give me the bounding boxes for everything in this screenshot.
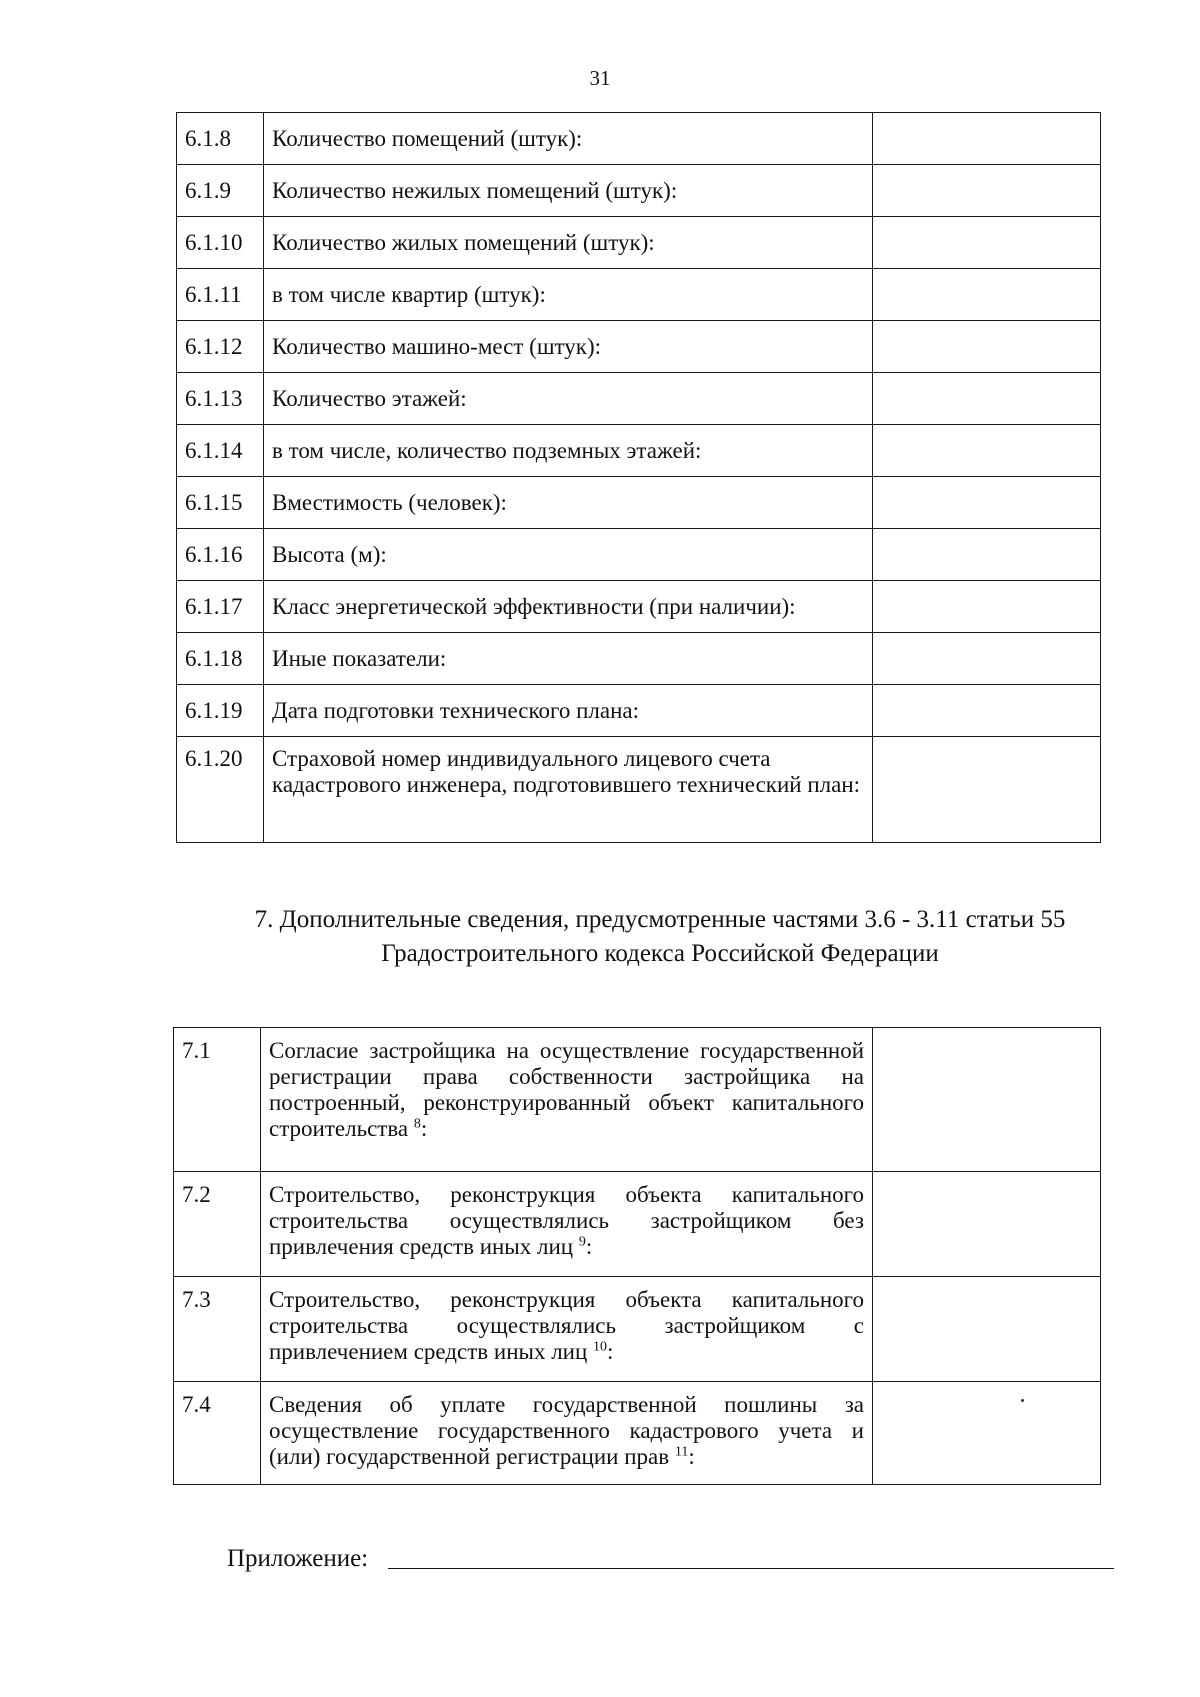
row-label: Количество помещений (штук): [264,113,873,165]
table-row [177,685,1101,737]
row-number: 6.1.11 [177,269,264,321]
row-label: в том числе, количество подземных этажей: [264,425,873,477]
row-label-text: Строительство, реконструкция объекта капитального строительства осуществлялись застройщиком без привлечения средств иных лиц [269,1182,864,1259]
row-label-text: Согласие застройщика на осуществление государственной регистрации права собственности застройщика на построенный, реконструированный объект капитального строительства [269,1038,864,1141]
row-label [261,1172,873,1277]
row-label [261,1277,873,1382]
table-row [177,581,1101,633]
row-label: Вместимость (человек): [264,477,873,529]
table-row [174,1028,1101,1172]
table-row [177,477,1101,529]
footnote-marker: 9 [578,1234,586,1250]
value-cell[interactable] [873,269,1101,321]
section-7-heading [200,903,1120,971]
row-label-text: Сведения об уплате государственной пошлины за осуществление государственного кадастрового учета и (или) государственной регистрации прав [269,1392,864,1469]
footnote-marker: 8 [413,1116,421,1132]
additional-info-table [173,1027,1101,1485]
row-label: Дата подготовки технического плана: [264,685,873,737]
row-label: Количество нежилых помещений (штук): [264,165,873,217]
table-row [177,737,1101,843]
row-label: Высота (м): [264,529,873,581]
row-number: 6.1.20 [177,737,264,843]
row-number: 6.1.17 [177,581,264,633]
row-number: 7.1 [174,1028,261,1172]
table-row [177,165,1101,217]
row-number: 7.2 [174,1172,261,1277]
value-cell[interactable] [873,217,1101,269]
value-cell[interactable] [873,477,1101,529]
value-cell[interactable] [873,321,1101,373]
value-cell[interactable] [873,581,1101,633]
row-label: в том числе квартир (штук): [264,269,873,321]
table-row [177,113,1101,165]
table-row [174,1277,1101,1382]
row-number: 6.1.13 [177,373,264,425]
row-label-suffix: : [420,1116,428,1141]
row-label: Количество машино-мест (штук): [264,321,873,373]
row-label: Класс энергетической эффективности (при наличии): [264,581,873,633]
row-label: Количество жилых помещений (штук): [264,217,873,269]
section-7-heading-line-2: Градостроительного кодекса Российской Федерации [381,940,939,967]
value-cell[interactable] [873,1028,1101,1172]
value-cell[interactable] [873,1277,1101,1382]
value-cell[interactable] [873,529,1101,581]
appendix-label: Приложение: [227,1545,369,1572]
table-row [174,1382,1101,1485]
row-label-suffix: : [585,1234,593,1259]
table-row [177,529,1101,581]
technical-indicators-table [176,112,1101,843]
value-cell[interactable] [873,425,1101,477]
section-7-heading-line-1: 7. Дополнительные сведения, предусмотренные частями 3.6 - 3.11 статьи 55 [254,906,1066,933]
row-number: 6.1.16 [177,529,264,581]
row-number: 6.1.15 [177,477,264,529]
value-cell[interactable] [873,113,1101,165]
table-row [177,373,1101,425]
row-label-text: Строительство, реконструкция объекта капитального строительства осуществлялись застройщиком с привлечением средств иных лиц [269,1287,864,1364]
row-label: Страховой номер индивидуального лицевого счета кадастрового инженера, подготовившего технический план: [264,737,873,843]
value-cell[interactable] [873,1172,1101,1277]
table-row [177,269,1101,321]
row-label-suffix: : [607,1339,614,1364]
row-label [261,1382,873,1485]
row-number: 6.1.8 [177,113,264,165]
row-label [261,1028,873,1172]
value-cell[interactable] [873,165,1101,217]
value-cell[interactable] [873,1382,1101,1485]
row-label: Количество этажей: [264,373,873,425]
row-label-suffix: : [688,1444,695,1469]
page-number: 31 [589,66,611,90]
table-row [177,217,1101,269]
table-row [177,425,1101,477]
value-cell[interactable] [873,685,1101,737]
footnote-marker: 11 [674,1444,689,1460]
row-number: 6.1.18 [177,633,264,685]
row-number: 7.3 [174,1277,261,1382]
appendix-fill-line[interactable] [388,1568,1114,1569]
row-number: 6.1.19 [177,685,264,737]
scan-speck [1021,1399,1024,1402]
table-row [177,321,1101,373]
value-cell[interactable] [873,737,1101,843]
value-cell[interactable] [873,373,1101,425]
footnote-marker: 10 [593,1339,608,1355]
row-number: 6.1.10 [177,217,264,269]
row-number: 6.1.14 [177,425,264,477]
row-number: 6.1.9 [177,165,264,217]
row-number: 7.4 [174,1382,261,1485]
value-cell[interactable] [873,633,1101,685]
row-label: Иные показатели: [264,633,873,685]
table-row [177,633,1101,685]
row-number: 6.1.12 [177,321,264,373]
table-row [174,1172,1101,1277]
